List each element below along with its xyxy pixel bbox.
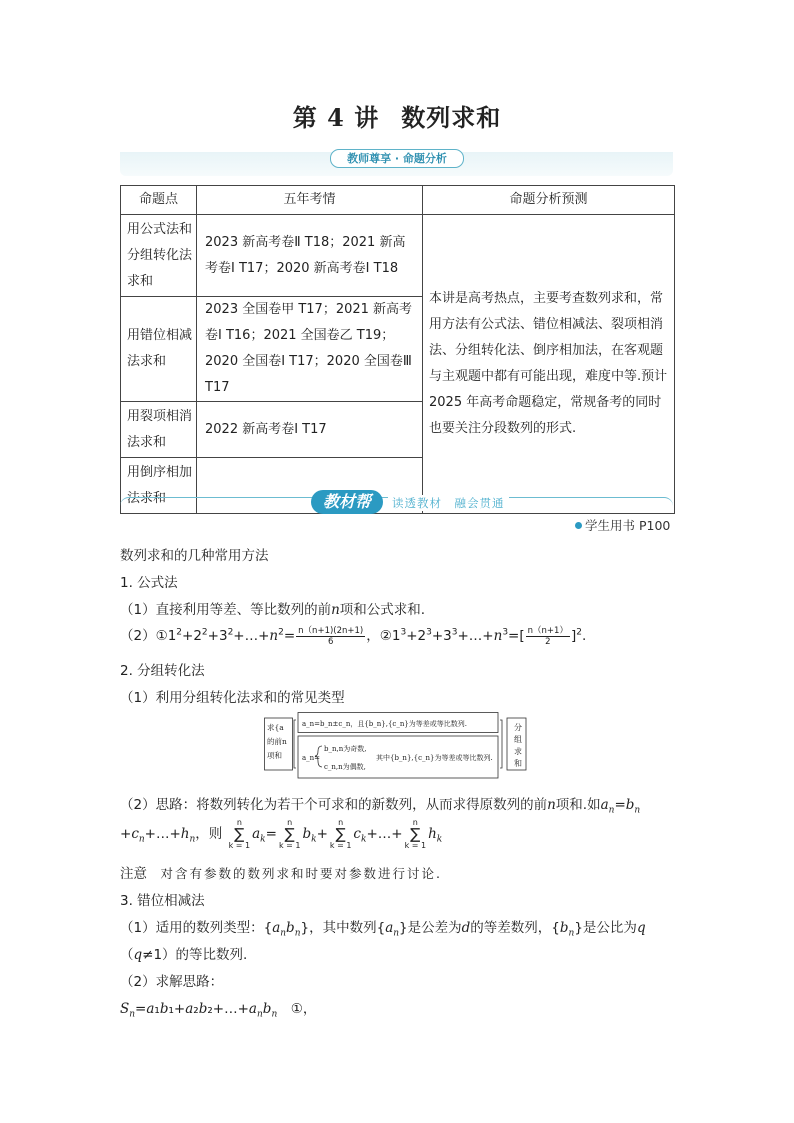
diagram-right-char: 组 xyxy=(514,735,522,744)
grouping-diagram xyxy=(264,712,528,780)
section-3-item-1: （1）适用的数列类型：$\{a_nb_n\}$，其中数列$\{a_n\}$是公差为d的等差数列，$\{b_n\}$是公比为q xyxy=(120,920,646,939)
diagram-right-char: 和 xyxy=(514,759,522,768)
diagram-left-text-2: 的前n xyxy=(267,737,287,746)
diagram-right-char: 求 xyxy=(514,747,522,756)
section-3-title: 3. 错位相减法 xyxy=(120,893,205,909)
table-row xyxy=(121,215,675,297)
table-header: 命题分析预测 xyxy=(423,186,675,215)
diagram-right-char: 分 xyxy=(514,723,522,732)
title-part1: 第 4 讲 xyxy=(292,103,380,132)
section-2-title: 2. 分组转化法 xyxy=(120,663,205,679)
section-3-item-2: （2）求解思路： xyxy=(120,974,224,990)
exam-analysis-table xyxy=(120,185,675,514)
table-cell-history: 2022 新高考卷Ⅰ T17 xyxy=(197,402,423,458)
table-cell-history: 2023 全国卷甲 T17；2021 新高考卷Ⅰ T16；2021 全国卷乙 T19；2020 全国卷Ⅰ T17；2020 全国卷Ⅲ T17 xyxy=(197,297,423,402)
diagram-top-text: a_n=b_n±c_n，且{b_n},{c_n}为等差或等比数列. xyxy=(302,720,468,728)
textbook-subtitle: 读透教材 融会贯通 xyxy=(388,495,509,511)
textbook-banner: 教材帮 xyxy=(311,490,383,514)
page-title xyxy=(0,98,794,133)
diagram-right-brace xyxy=(500,720,502,768)
note-label: 注意 xyxy=(120,866,147,882)
fraction: $\frac{n(n+1)(2n+1)}{6}$ xyxy=(298,625,364,647)
table-header: 命题点 xyxy=(121,186,197,215)
table-header-row xyxy=(121,186,675,215)
table-cell-history: 2023 新高考卷Ⅱ T18；2021 新高考卷Ⅰ T17；2020 新高考卷Ⅰ T18 xyxy=(197,215,423,297)
table-cell-point: 用公式法和分组转化法求和 xyxy=(121,215,197,297)
table-cell-point: 用倒序相加法求和 xyxy=(121,458,197,514)
section-2-item-2: （2）思路：将数列转化为若干个可求和的新数列，从而求得原数列的前n项和.如$a_n=b_n$ xyxy=(120,797,641,816)
section-1-item-1: （1）直接利用等差、等比数列的前n项和公式求和. xyxy=(120,602,426,618)
diagram-left-text-1: 求{a xyxy=(267,723,284,732)
section-2-formula: $+c_n+\dots+h_n$，则 n ∑ $k = 1a_k=n$ ∑ $k = 1b_k+n$ ∑ $k = 1c_k+\dots+n$ ∑ $k = 1h_k$ xyxy=(120,818,443,850)
formula-sum-squares: $(2)①1^2+2^2+3^2+\dots+n^2=$ $\frac{n(n+1)(2n+1)}{6}$ ，$②1^3+2^3+3^3+\dots+n^3=$[ $\frac{n(n+1)}{2}$ ]$^2$. xyxy=(120,625,587,647)
sigma: n ∑ k = 1 xyxy=(278,818,301,850)
note-line xyxy=(120,862,442,882)
section-1-title: 1. 公式法 xyxy=(120,575,178,591)
diagram-left-brace xyxy=(294,720,296,768)
table-header: 五年考情 xyxy=(197,186,423,215)
section-2-item-1: （1）利用分组转化法求和的常见类型 xyxy=(120,690,345,706)
table-cell-analysis: 本讲是高考热点，主要考查数列求和，常用方法有公式法、错位相减法、裂项相消法、分组转化法、倒序相加法，在客观题与主观题中都有可能出现，难度中等.预计 2025 年高考命题稳定，常规备考的同时也要关注分段数列的形式. xyxy=(423,215,675,514)
section-3-item-1-cont: （q≠1）的等比数列. xyxy=(120,947,248,963)
dot-icon xyxy=(575,522,582,529)
student-book-ref: 学生用书 P100 xyxy=(575,516,670,534)
note-text: 对含有参数的数列求和时要对参数进行讨论. xyxy=(160,866,442,881)
teacher-banner: 教师尊享 · 命题分析 xyxy=(330,149,464,168)
diagram-even-text: c_n,n为偶数, xyxy=(324,763,366,771)
sigma: n ∑ k = 1 xyxy=(329,818,352,850)
sigma: n ∑ k = 1 xyxy=(228,818,251,850)
diagram-an-label: a_n= xyxy=(302,754,321,762)
diagram-tail-text: 其中{b_n},{c_n}为等差或等比数列. xyxy=(376,754,493,762)
diagram-odd-text: b_n,n为奇数, xyxy=(324,745,367,753)
section-heading: 数列求和的几种常用方法 xyxy=(120,548,269,564)
sigma: n ∑ k = 1 xyxy=(404,818,427,850)
table-cell-point: 用错位相减法求和 xyxy=(121,297,197,402)
table-cell-point: 用裂项相消法求和 xyxy=(121,402,197,458)
title-part2: 数列求和 xyxy=(401,103,502,132)
section-3-formula: $S_n=a_1b_1+a_2b_2+\dots+a_nb_n$ ①， xyxy=(120,1001,317,1020)
fraction: $\frac{n(n+1)}{2}$ xyxy=(527,625,568,647)
diagram-left-text-3: 项和 xyxy=(267,751,282,760)
